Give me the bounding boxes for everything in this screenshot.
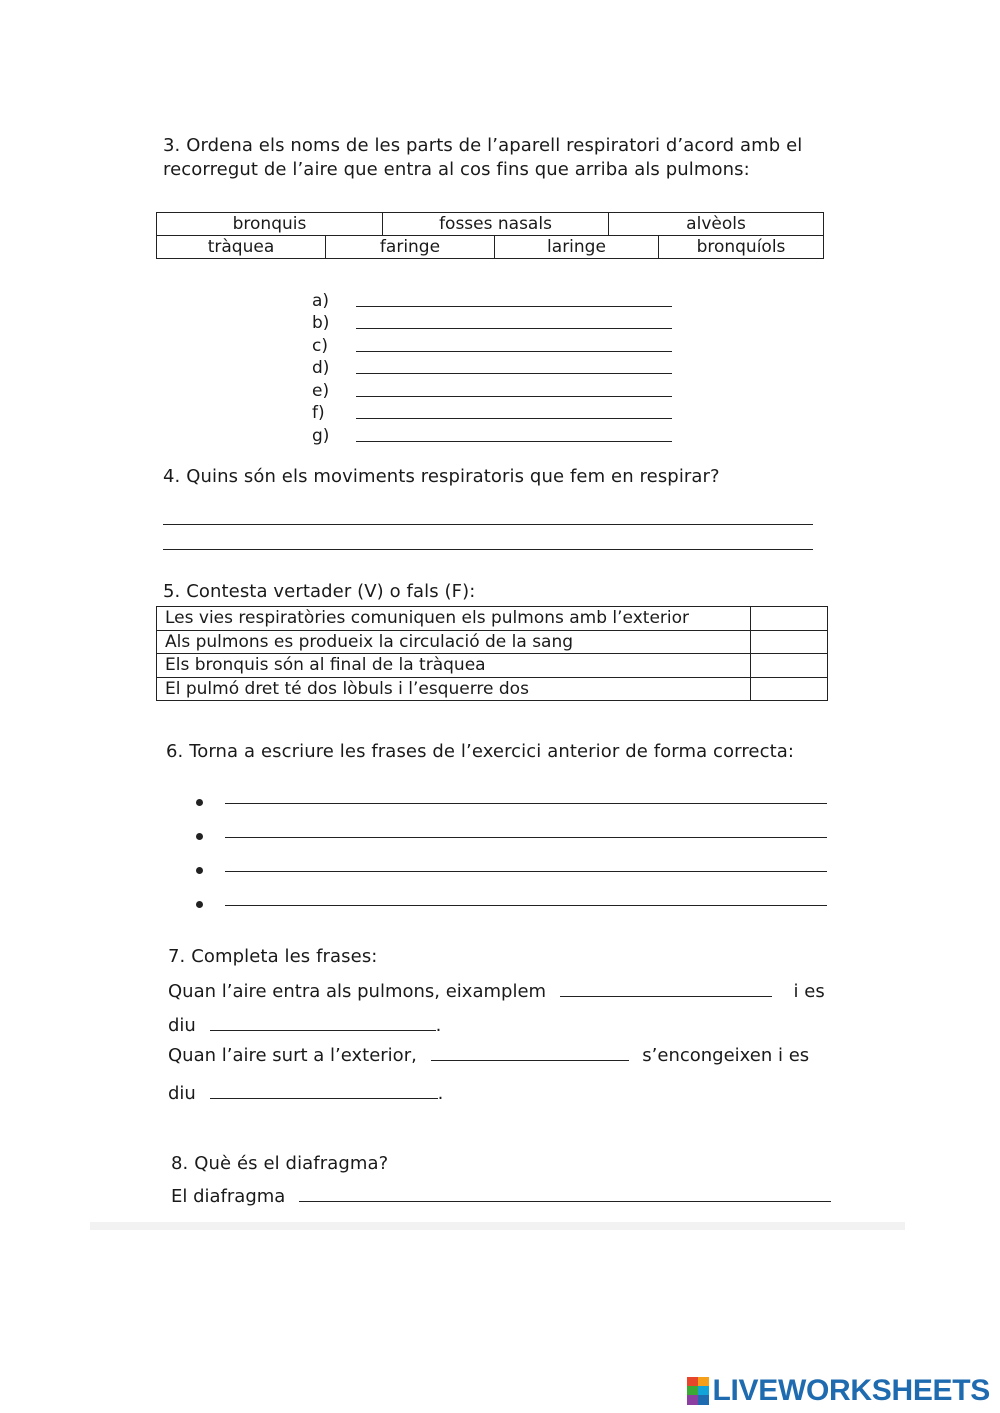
word-cell: bronquis <box>157 213 383 235</box>
q3-word-row-1 <box>157 213 823 235</box>
q7-line1-end: i es <box>793 981 825 1002</box>
answer-item <box>312 356 672 379</box>
answer-label: b) <box>312 313 330 333</box>
bullet-icon <box>196 867 203 874</box>
liveworksheets-logo-icon <box>687 1377 709 1405</box>
bullet-answer-blank[interactable] <box>225 837 827 838</box>
liveworksheets-brand[interactable] <box>687 1374 991 1408</box>
q6-title: 6. Torna a escriure les frases de l’exercici anterior de forma correcta: <box>166 741 795 762</box>
answer-blank[interactable] <box>356 382 672 397</box>
answer-item <box>312 288 672 311</box>
q4-answer-line-2[interactable] <box>163 549 813 550</box>
tf-statement: El pulmó dret té dos lòbuls i l’esquerre dos <box>157 678 751 701</box>
answer-blank[interactable] <box>356 314 672 329</box>
q3-answer-list <box>312 288 672 446</box>
q7-blank-4[interactable] <box>210 1084 438 1099</box>
logo-tile <box>698 1377 709 1386</box>
q7-blank-3[interactable] <box>431 1046 629 1061</box>
q8-title: 8. Què és el diafragma? <box>171 1153 389 1174</box>
q7-blank-2[interactable] <box>210 1016 436 1031</box>
answer-blank[interactable] <box>356 427 672 442</box>
tf-answer-cell[interactable] <box>751 678 827 701</box>
answer-blank[interactable] <box>356 404 672 419</box>
logo-tile <box>698 1386 709 1395</box>
tf-statement: Els bronquis són al final de la tràquea <box>157 654 751 677</box>
answer-label: f) <box>312 403 325 423</box>
word-cell: laringe <box>495 236 659 258</box>
q7-line4-end: . <box>437 1083 444 1104</box>
brand-name: LIVEWORKSHEETS <box>712 1374 990 1407</box>
answer-label: e) <box>312 380 330 401</box>
q7-line2-end: . <box>435 1015 442 1036</box>
q7-sentence-1 <box>168 980 825 1004</box>
logo-tile <box>698 1395 709 1405</box>
answer-blank[interactable] <box>356 359 672 374</box>
bullet-icon <box>196 799 203 806</box>
answer-label: a) <box>312 290 330 311</box>
q7-line2-start: diu <box>168 1015 196 1036</box>
bullet-icon <box>196 833 203 840</box>
q3-word-row-2 <box>157 235 823 258</box>
answer-item <box>312 333 672 356</box>
q8-answer <box>171 1185 831 1209</box>
q7-line3-end: s’encongeixen i es <box>642 1045 810 1066</box>
q7-line4-start: diu <box>168 1083 196 1104</box>
tf-answer-cell[interactable] <box>751 607 827 630</box>
q3-title-line2: recorregut de l’aire que entra al cos fins que arriba als pulmons: <box>163 159 750 180</box>
answer-item <box>312 378 672 401</box>
answer-label: d) <box>312 358 330 378</box>
q7-sentence-3 <box>168 1044 809 1068</box>
answer-blank[interactable] <box>356 292 672 307</box>
bullet-item <box>196 776 827 810</box>
q8-blank[interactable] <box>299 1187 831 1202</box>
q5-true-false-table <box>156 606 828 701</box>
word-cell: bronquíols <box>696 237 786 257</box>
answer-item <box>312 423 672 446</box>
logo-tile <box>687 1377 698 1386</box>
q3-title-line1: 3. Ordena els noms de les parts de l’aparell respiratori d’acord amb el <box>163 135 803 156</box>
q3-word-table <box>156 212 824 259</box>
bullet-icon <box>196 901 203 908</box>
q7-blank-1[interactable] <box>560 982 772 997</box>
q8-answer-start: El diafragma <box>171 1186 286 1207</box>
tf-answer-cell[interactable] <box>751 654 827 677</box>
q7-sentence-4 <box>168 1082 443 1106</box>
tf-statement: Als pulmons es produeix la circulació de la sang <box>157 631 751 654</box>
tf-row <box>157 630 827 654</box>
q7-line3-start: Quan l’aire surt a l’exterior, <box>168 1045 417 1066</box>
word-cell: alvèols <box>686 214 746 234</box>
bullet-answer-blank[interactable] <box>225 905 827 906</box>
bullet-item <box>196 844 827 878</box>
answer-blank[interactable] <box>356 337 672 352</box>
bullet-answer-blank[interactable] <box>225 803 827 804</box>
tf-answer-cell[interactable] <box>751 631 827 654</box>
word-cell: faringe <box>326 236 495 258</box>
logo-tile <box>687 1386 698 1395</box>
q6-bullet-list <box>196 776 827 912</box>
tf-row <box>157 607 827 630</box>
answer-label: c) <box>312 335 328 356</box>
q4-answer-line-1[interactable] <box>163 524 813 525</box>
answer-item <box>312 401 672 424</box>
q7-title: 7. Completa les frases: <box>168 946 378 967</box>
word-cell: tràquea <box>157 236 326 258</box>
page-edge-shadow <box>90 1222 905 1230</box>
logo-tile <box>687 1395 698 1405</box>
tf-row <box>157 677 827 701</box>
q7-sentence-2 <box>168 1014 441 1038</box>
word-cell: fosses nasals <box>383 213 609 235</box>
q7-line1-start: Quan l’aire entra als pulmons, eixamplem <box>168 981 547 1002</box>
q4-title: 4. Quins són els moviments respiratoris que fem en respirar? <box>163 466 720 487</box>
bullet-item <box>196 810 827 844</box>
bullet-answer-blank[interactable] <box>225 871 827 872</box>
answer-label: g) <box>312 425 330 446</box>
tf-statement: Les vies respiratòries comuniquen els pulmons amb l’exterior <box>157 607 751 630</box>
answer-item <box>312 311 672 334</box>
bullet-item <box>196 878 827 912</box>
q5-title: 5. Contesta vertader (V) o fals (F): <box>163 581 476 602</box>
tf-row <box>157 653 827 677</box>
